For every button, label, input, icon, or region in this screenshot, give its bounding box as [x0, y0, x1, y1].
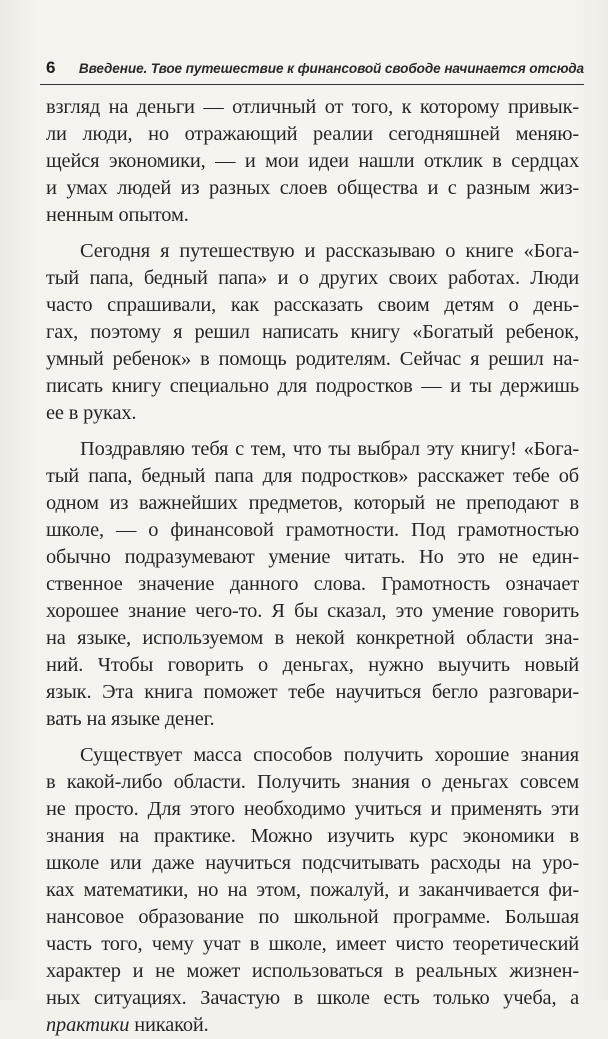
text-line: одном из важнейших предметов, который не преподают в — [46, 492, 579, 514]
text-line: ственное значение данного слова. Грамотность означает — [46, 573, 579, 595]
text-line: Сегодня я путешествую и рассказываю о книге «Бога- — [80, 240, 579, 262]
page-number: 6 — [46, 58, 56, 77]
text-line: ний. Чтобы говорить о деньгах, нужно выучить новый — [46, 654, 579, 676]
italic-emphasis: практики — [46, 1014, 130, 1036]
text-line: и умах людей из разных слоев общества и с разным жиз- — [46, 177, 579, 199]
text-line: гах, поэтому я решил написать книгу «Богатый ребенок, — [46, 321, 579, 343]
text-line: школе или даже научиться подсчитывать расходы на уро- — [46, 852, 579, 874]
body-text — [46, 94, 579, 1039]
text-line: часто спрашивали, как рассказать своим детям о день- — [46, 294, 579, 316]
text-line: ных ситуациях. Зачастую в школе есть только учеба, а — [46, 987, 579, 1009]
text-line: нансовое образование по школьной программе. Большая — [46, 906, 579, 928]
paragraph-1 — [46, 94, 579, 229]
running-header — [40, 58, 584, 85]
text-line: Поздравляю тебя с тем, что ты выбрал эту книгу! «Бога- — [80, 438, 579, 460]
text-line: язык. Эта книга поможет тебе научиться бегло разговари- — [46, 681, 579, 703]
text-line: в какой-либо области. Получить знания о деньгах совсем — [46, 771, 579, 793]
text-line: тый папа, бедный папа» и о других своих работах. Люди — [46, 267, 579, 289]
paragraph-2 — [46, 238, 579, 427]
text-line-final — [46, 1012, 579, 1039]
text-line: школе, — о финансовой грамотности. Под грамотностью — [46, 519, 579, 541]
paragraph-4 — [46, 742, 579, 1039]
paragraph-3 — [46, 436, 579, 733]
text-line: ках математики, но на этом, пожалуй, и заканчивается фи- — [46, 879, 579, 901]
text-line: часть того, чему учат в школе, имеет чисто теоретический — [46, 933, 579, 955]
text-line: не просто. Для этого необходимо учиться и применять эти — [46, 798, 579, 820]
text-line: ли люди, но отражающий реалии сегодняшней меняю- — [46, 123, 579, 145]
text-line: взгляд на деньги — отличный от того, к которому привык- — [46, 96, 579, 118]
text-line: ненным опытом. — [46, 204, 189, 226]
text-line: ее в руках. — [46, 402, 137, 424]
text-line: хорошее знание чего-то. Я бы сказал, это умение говорить — [46, 600, 579, 622]
text-line: вать на языке денег. — [46, 708, 215, 730]
text-line: знания на практике. Можно изучить курс экономики в — [46, 825, 579, 847]
text-line: умный ребенок» в помощь родителям. Сейчас я решил на- — [46, 348, 579, 370]
text-line: тый папа, бедный папа для подростков» расскажет тебе об — [46, 465, 579, 487]
text-line: писать книгу специально для подростков — и ты держишь — [46, 375, 579, 397]
text-line: обычно подразумевают умение читать. Но это не един- — [46, 546, 579, 568]
text-line: на языке, используемом в некой конкретной области зна- — [46, 627, 579, 649]
text-line: характер и не может использоваться в реальных жизнен- — [46, 960, 579, 982]
text-line: щейся экономики, — и мои идеи нашли отклик в сердцах — [46, 150, 579, 172]
final-line-rest: никакой. — [129, 1014, 209, 1036]
running-header-title: Введение. Твое путешествие к финансовой свободе начинается отсюда — [78, 61, 584, 76]
text-line: Существует масса способов получить хорошие знания — [80, 744, 579, 766]
